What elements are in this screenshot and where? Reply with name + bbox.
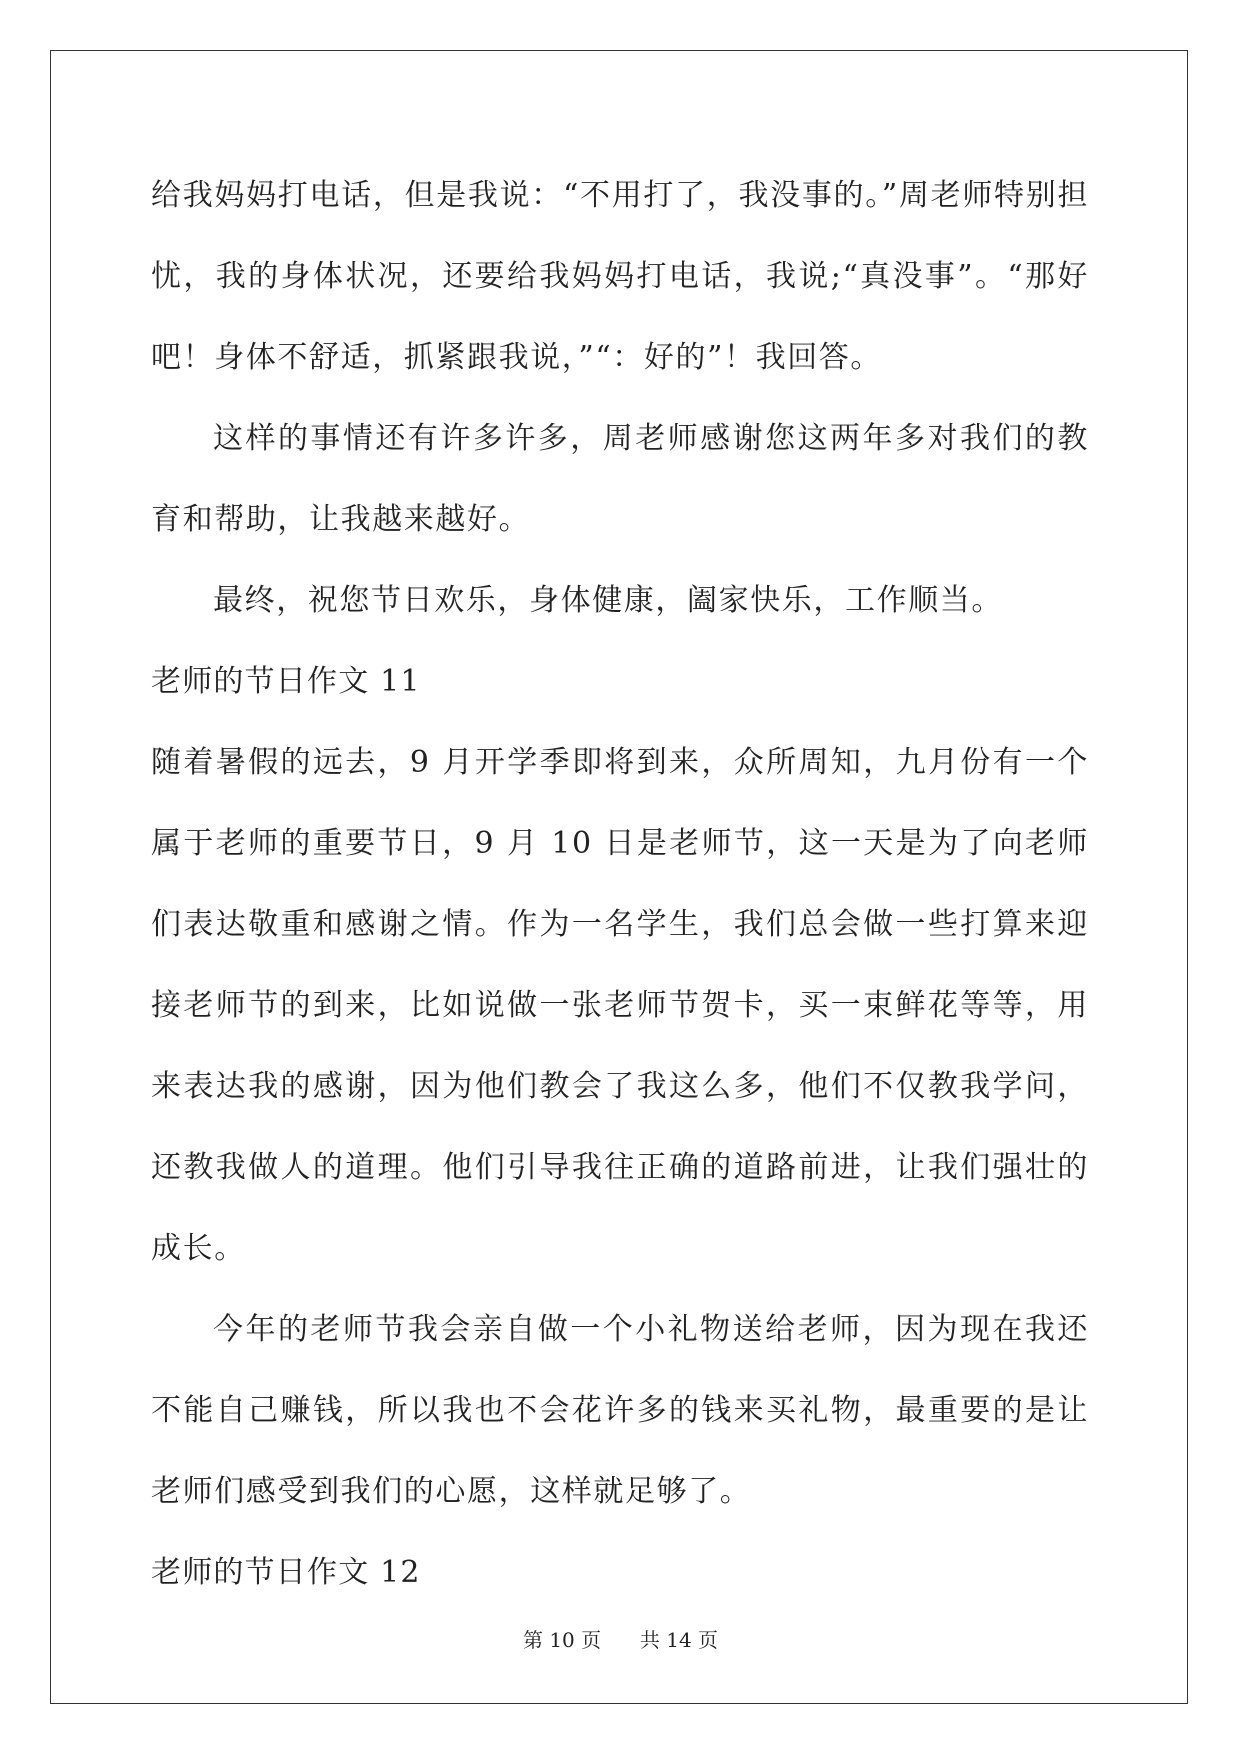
section-heading: 老师的节日作文 12 xyxy=(151,1555,421,1590)
page-number-current: 第 10 页 xyxy=(522,1628,602,1652)
page-number-total: 共 14 页 xyxy=(639,1628,719,1652)
paragraph: 今年的老师节我会亲自做一个小礼物送给老师，因为现在我还不能自己赚钱，所以我也不会花许多的钱来买礼物，最重要的是让老师们感受到我们的心愿，这样就足够了。 xyxy=(151,1312,1089,1509)
page-footer xyxy=(0,1624,1241,1653)
paragraph: 随着暑假的远去，9 月开学季即将到来，众所周知，九月份有一个属于老师的重要节日，9 月 10 日是老师节，这一天是为了向老师们表达敬重和感谢之情。作为一名学生，我们总会做一些打算来迎接老师节的到来，比如说做一张老师节贺卡，买一束鲜花等等，用来表达我的感谢，因为他们教会了我这么多，他们不仅教我学问，还教我做人的道理。他们引导我往正确的道路前进，让我们强壮的成长。 xyxy=(151,745,1089,1266)
paragraph: 给我妈妈打电话，但是我说：“不用打了，我没事的。”周老师特别担忧，我的身体状况，还要给我妈妈打电话，我说;“真没事”。“那好吧！身体不舒适，抓紧跟我说，”“：好的”！我回答。 xyxy=(151,178,1089,375)
document-body xyxy=(151,155,1089,1613)
paragraph: 这样的事情还有许多许多，周老师感谢您这两年多对我们的教育和帮助，让我越来越好。 xyxy=(151,421,1089,537)
paragraph: 最终，祝您节日欢乐，身体健康，阖家快乐，工作顺当。 xyxy=(213,583,1003,618)
section-heading: 老师的节日作文 11 xyxy=(151,664,421,699)
